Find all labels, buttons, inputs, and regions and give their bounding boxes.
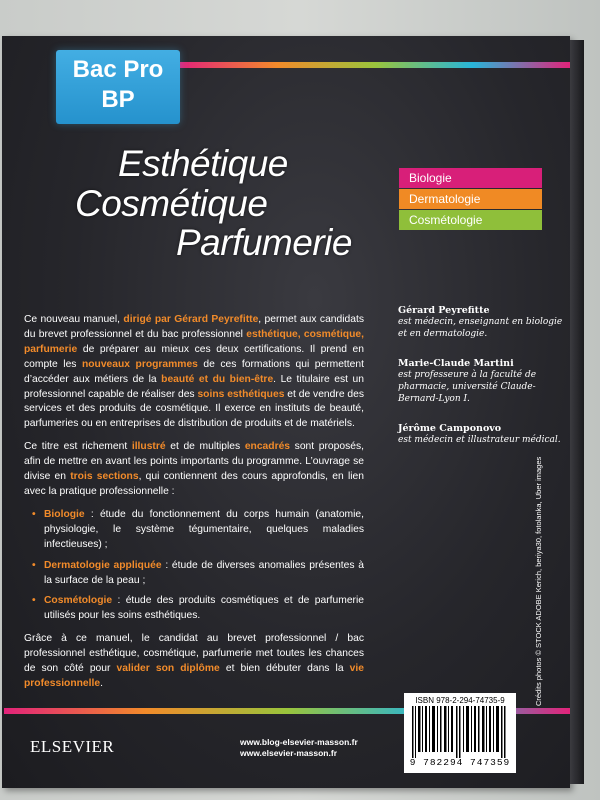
text-run: Ce titre est richement (24, 441, 132, 453)
barcode-digits: 9 782294 747359 (409, 757, 511, 768)
list-item (36, 559, 364, 589)
text-run: et de vendre des services et des produits de cosmétique. Il exerce en instituts de beauté, parfumeries ou en entreprises de distribution de produits et de matériels. (24, 388, 365, 430)
highlight-text: esthétique, cosmétique, parfumerie (24, 328, 364, 355)
text-run: . (100, 677, 103, 689)
description-paragraph-2 (24, 440, 364, 500)
section-label: Cosmétologie (44, 595, 113, 607)
section-label: Dermatologie appliquée (44, 559, 162, 571)
title-line-3: Parfumerie (176, 222, 352, 263)
text-run: et de multiples (165, 441, 245, 453)
barcode-icon (410, 706, 510, 758)
badge-line-2: BP (101, 86, 135, 113)
description-paragraph-3 (24, 632, 364, 692)
photo-credits: Crédits photos © STOCK ADOBE Kerich, beriya30, fotolanka, Uber images (534, 456, 543, 706)
text-run: Grâce à ce manuel, le candidat au brevet professionnel / bac professionnel esthétique, cosmétique, parfumerie met toutes les chances de son côté pour (24, 633, 364, 675)
author-role: est professeure à la faculté de pharmacie, université Claude-Bernard-Lyon I. (398, 370, 537, 404)
text-run: Ce nouveau manuel, (24, 314, 124, 325)
level-badge (56, 50, 180, 124)
author-entry (398, 358, 568, 405)
text-run: de préparer au mieux ces deux certifications. Il prend en compte les (24, 343, 364, 370)
section-text: : étude des produits cosmétiques et de parfumerie utilisés pour les soins esthétiques. (44, 595, 364, 622)
highlight-text: trois sections (70, 471, 139, 483)
section-list (24, 508, 364, 624)
text-run: , permet aux candidats du brevet professionnel et du bac professionnel (24, 314, 364, 340)
badge-line-1: Bac Pro (72, 56, 164, 83)
list-item (36, 508, 364, 553)
description-text (24, 313, 364, 700)
book-spine-edge (570, 40, 584, 784)
description-paragraph-1 (24, 313, 364, 432)
text-run: de ces formations qui permettent d’accéder aux métiers de la (24, 358, 364, 385)
highlight-text: soins esthétiques (197, 388, 285, 400)
author-role: est médecin, enseignant en biologie et en dermatologie. (398, 317, 563, 339)
author-name: Marie-Claude Martini (398, 358, 514, 369)
publisher-logo: ELSEVIER (30, 737, 115, 756)
highlight-text: valider son diplôme (116, 663, 220, 675)
text-run: sont proposés, afin de mettre en avant les points importants du programme. L’ouvrage se divise en (24, 441, 365, 483)
highlight-text: illustré (131, 441, 166, 453)
section-label: Biologie (44, 508, 85, 520)
highlight-text: encadrés (244, 441, 291, 453)
section-text: : étude de diverses anomalies présentes à la surface de la peau ; (44, 559, 364, 586)
rainbow-stripe-top (180, 62, 570, 68)
highlight-text: dirigé par Gérard Peyrefitte (123, 314, 259, 325)
section-text: : étude du fonctionnement du corps humain (anatomie, physiologie, le système tégumentaire, quelques maladies infectieuses) ; (44, 508, 364, 550)
highlight-text: beauté et du bien-être (161, 373, 274, 385)
title-line-2: Cosmétique (75, 183, 268, 224)
highlight-text: vie professionnelle (24, 663, 364, 689)
author-entry (398, 423, 568, 446)
author-role: est médecin et illustrateur médical. (398, 435, 561, 445)
url-blog: www.blog-elsevier-masson.fr (240, 737, 358, 747)
text-run: . Le titulaire est un professionnel capable de réaliser des (24, 373, 365, 400)
tag-cosmetologie: Cosmétologie (399, 210, 542, 230)
isbn-barcode-label (404, 693, 516, 773)
tag-biologie: Biologie (399, 168, 542, 188)
highlight-text: nouveaux programmes (81, 358, 198, 370)
url-site: www.elsevier-masson.fr (240, 748, 338, 758)
text-run: , qui contiennent des cours approfondis, en lien avec la pratique professionnelle : (24, 471, 364, 497)
title-line-1: Esthétique (118, 143, 288, 184)
author-list (398, 305, 568, 464)
author-entry (398, 305, 568, 340)
list-item (36, 594, 364, 624)
isbn-number: ISBN 978-2-294-74735-9 (415, 696, 505, 705)
author-name: Gérard Peyrefitte (398, 305, 490, 316)
publisher-urls (240, 737, 358, 759)
author-name: Jérôme Camponovo (398, 423, 502, 434)
tag-dermatologie: Dermatologie (399, 189, 542, 209)
text-run: et bien débuter dans la (219, 663, 350, 675)
